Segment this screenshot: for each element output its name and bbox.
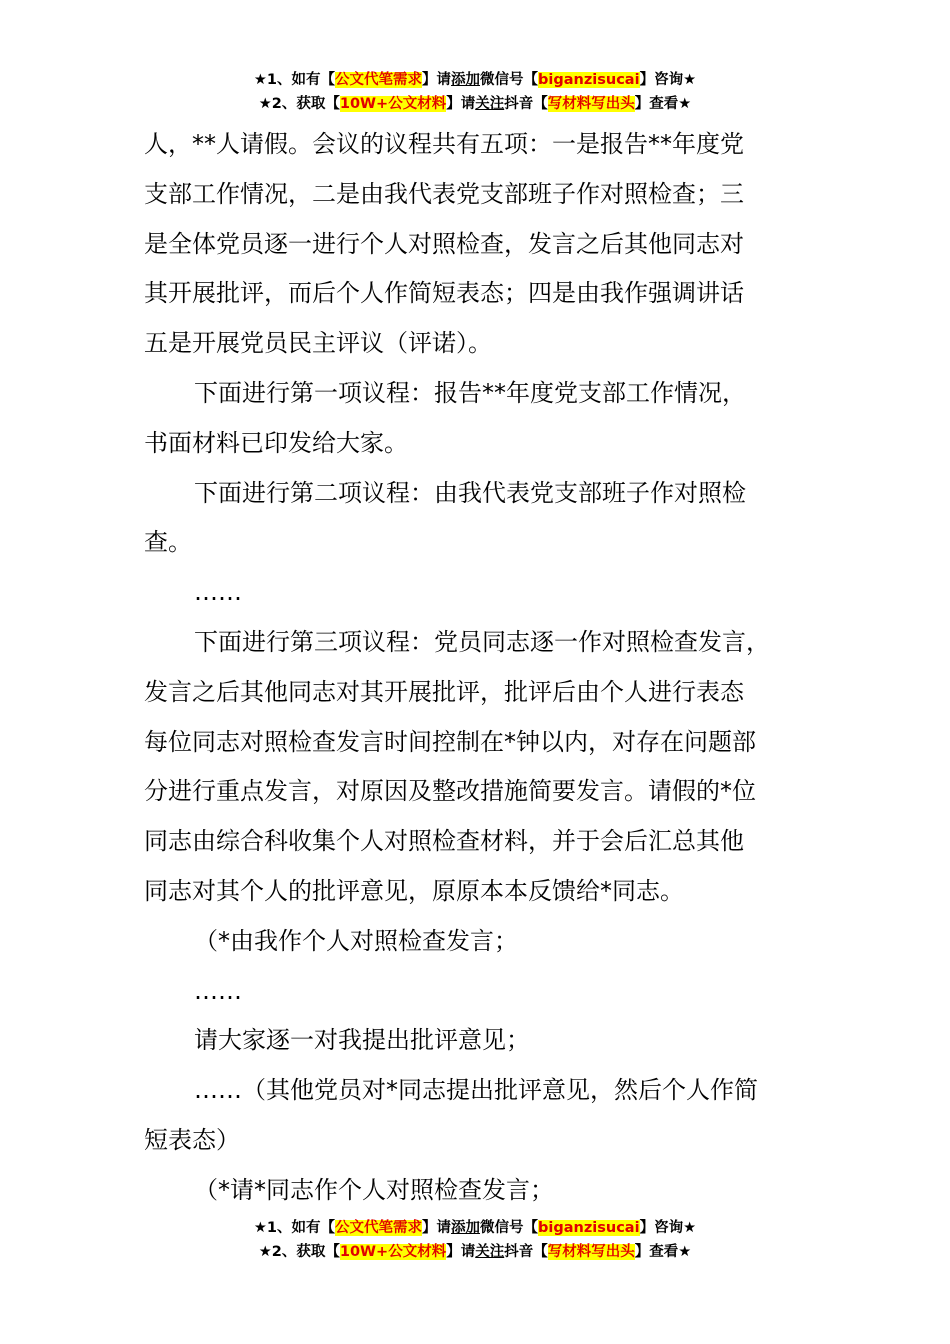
body-line: （*请*同志作个人对照检查发言； [194,1175,554,1204]
body-line: 同志对其个人的批评意见，原原本本反馈给*同志。 [144,876,684,905]
highlight-writing-service: 公文代笔需求 [335,72,423,88]
body-line: 查。 [144,528,192,557]
body-line: 请大家逐一对我提出批评意见； [194,1026,530,1055]
highlight-writing-service: 公文代笔需求 [335,1220,423,1236]
body-line: 每位同志对照检查发言时间控制在*钟以内，对存在问题部 [144,727,756,756]
body-line: 同志由综合科收集个人对照检查材料，并于会后汇总其他 [144,827,744,856]
body-line: 是全体党员逐一进行个人对照检查，发言之后其他同志对 [144,229,744,258]
highlight-douyin-account: 写材料写出头 [547,1244,635,1260]
body-line: 其开展批评，而后个人作简短表态；四是由我作强调讲话 [144,279,744,308]
body-line: …… [194,976,242,1005]
banner-line-1: ★1、如有【公文代笔需求】请添加微信号【biganzisucai】咨询★ [253,72,697,88]
body-line: 发言之后其他同志对其开展批评，批评后由个人进行表态 [144,677,744,706]
document-body [144,120,824,1216]
body-line: …… [194,578,242,607]
top-banner [0,68,950,116]
body-line: （*由我作个人对照检查发言； [194,926,518,955]
body-line: ……（其他党员对*同志提出批评意见，然后个人作简 [194,1076,758,1105]
body-line: 分进行重点发言，对原因及整改措施简要发言。请假的*位 [144,777,756,806]
body-line: 五是开展党员民主评议（评诺）。 [144,329,492,358]
body-line: 下面进行第二项议程：由我代表党支部班子作对照检 [194,478,746,507]
body-line: 支部工作情况，二是由我代表党支部班子作对照检查；三 [144,179,744,208]
banner-line-1: ★1、如有【公文代笔需求】请添加微信号【biganzisucai】咨询★ [253,1220,697,1236]
body-line: 人，**人请假。会议的议程共有五项：一是报告**年度党 [144,130,744,158]
body-line: 短表态） [144,1125,240,1154]
highlight-materials: 10W+公文材料 [339,1244,447,1260]
highlight-douyin-account: 写材料写出头 [547,96,635,112]
body-line: 下面进行第三项议程：党员同志逐一作对照检查发言， [194,627,770,656]
highlight-materials: 10W+公文材料 [339,96,447,112]
banner-line-2: ★2、获取【10W+公文材料】请关注抖音【写材料写出头】查看★ [258,96,692,112]
body-line: 书面材料已印发给大家。 [144,428,408,457]
bottom-banner [0,1216,950,1264]
highlight-wechat-id: biganzisucai [538,72,640,88]
body-line: 下面进行第一项议程：报告**年度党支部工作情况， [194,378,746,407]
banner-line-2: ★2、获取【10W+公文材料】请关注抖音【写材料写出头】查看★ [258,1244,692,1260]
highlight-wechat-id: biganzisucai [538,1220,640,1236]
